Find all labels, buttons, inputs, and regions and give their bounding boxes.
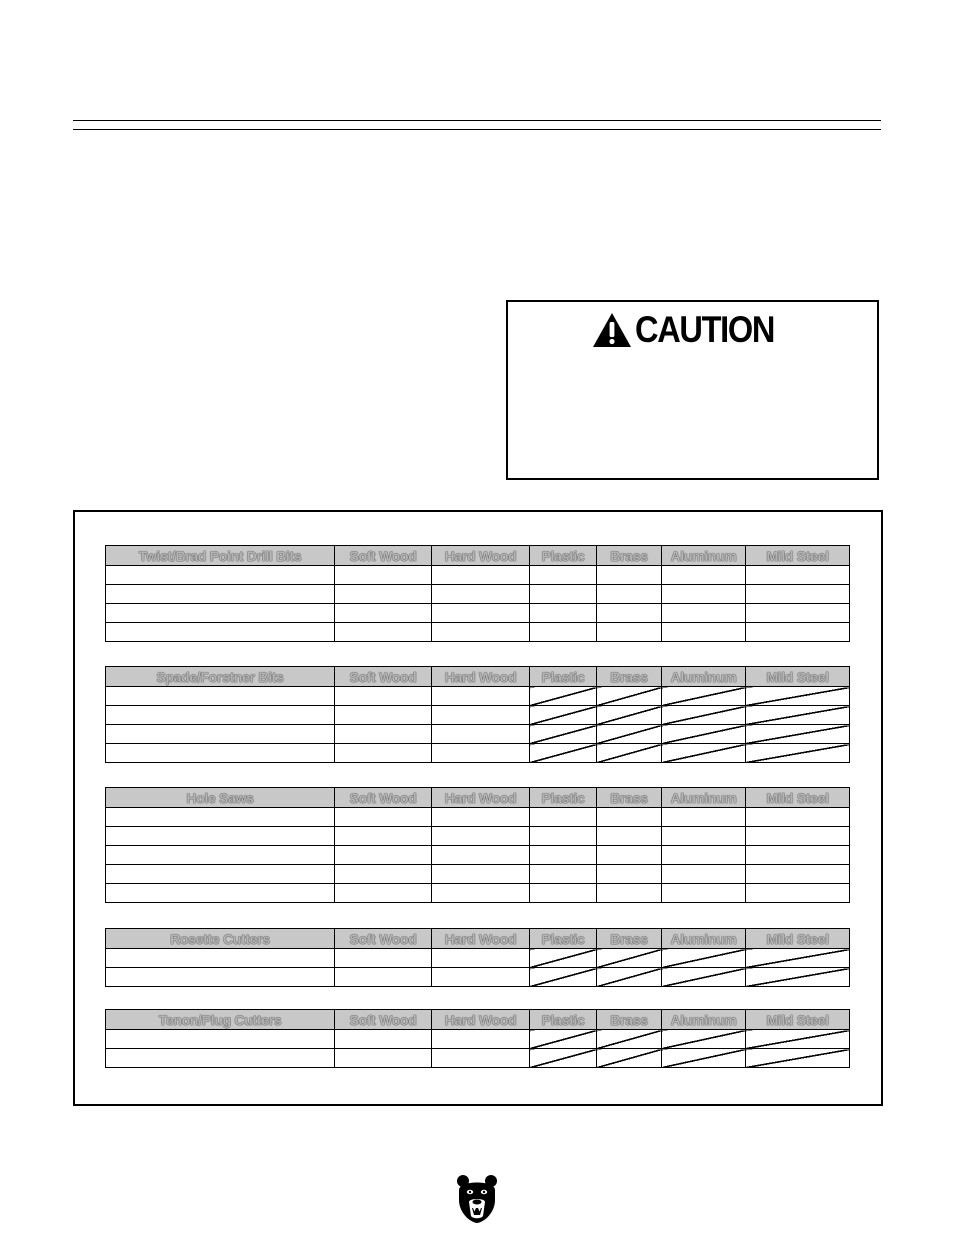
speed-cell <box>662 604 746 623</box>
column-header: Hard Wood <box>432 929 530 949</box>
not-applicable-cell <box>746 687 850 706</box>
speed-cell <box>335 808 432 827</box>
column-header: Plastic <box>530 929 597 949</box>
column-header: Plastic <box>530 667 597 687</box>
not-applicable-cell <box>597 949 662 968</box>
speed-cell <box>335 725 432 744</box>
warning-triangle-icon <box>592 312 632 348</box>
not-applicable-cell <box>746 725 850 744</box>
speed-cell <box>746 808 850 827</box>
column-header: Hard Wood <box>432 546 530 566</box>
row-label-cell <box>106 566 335 585</box>
speed-cell <box>746 566 850 585</box>
speed-table-grid <box>105 1009 850 1068</box>
table-row <box>106 884 850 903</box>
speed-cell <box>662 566 746 585</box>
speed-cell <box>662 827 746 846</box>
speed-cell <box>597 808 662 827</box>
speed-cell <box>335 744 432 763</box>
not-applicable-cell <box>597 744 662 763</box>
speed-cell <box>432 623 530 642</box>
table-row <box>106 566 850 585</box>
speed-cell <box>662 846 746 865</box>
speed-cell <box>530 566 597 585</box>
column-header: Brass <box>597 929 662 949</box>
row-label-cell <box>106 604 335 623</box>
not-applicable-cell <box>662 1030 746 1049</box>
not-applicable-cell <box>746 706 850 725</box>
table-row <box>106 706 850 725</box>
table-row <box>106 604 850 623</box>
speed-cell <box>530 623 597 642</box>
table-title: Twist/Brad Point Drill Bits <box>106 546 335 566</box>
speed-cell <box>432 884 530 903</box>
speed-cell <box>335 604 432 623</box>
speed-cell <box>597 865 662 884</box>
table-header-row <box>106 667 850 687</box>
speed-cell <box>662 865 746 884</box>
speed-cell <box>335 1030 432 1049</box>
speed-cell <box>597 585 662 604</box>
speed-cell <box>597 846 662 865</box>
speed-cell <box>597 604 662 623</box>
speed-table-3 <box>105 928 850 987</box>
speed-cell <box>662 585 746 604</box>
speed-cell <box>335 706 432 725</box>
not-applicable-cell <box>597 1030 662 1049</box>
not-applicable-cell <box>530 1030 597 1049</box>
column-header: Aluminum <box>662 788 746 808</box>
speed-cell <box>530 884 597 903</box>
speed-cell <box>662 884 746 903</box>
speed-table-grid <box>105 928 850 987</box>
column-header: Soft Wood <box>335 929 432 949</box>
header-rule-bottom <box>73 129 881 130</box>
speed-table-2 <box>105 787 850 903</box>
column-header: Soft Wood <box>335 1010 432 1030</box>
caution-header <box>508 308 877 352</box>
row-label-cell <box>106 725 335 744</box>
column-header: Hard Wood <box>432 788 530 808</box>
column-header: Brass <box>597 1010 662 1030</box>
column-header: Plastic <box>530 1010 597 1030</box>
not-applicable-cell <box>746 744 850 763</box>
speed-cell <box>335 968 432 987</box>
not-applicable-cell <box>530 968 597 987</box>
row-label-cell <box>106 744 335 763</box>
not-applicable-cell <box>662 968 746 987</box>
speed-cell <box>432 1030 530 1049</box>
speed-cell <box>335 585 432 604</box>
table-row <box>106 949 850 968</box>
speed-cell <box>530 585 597 604</box>
table-header-row <box>106 546 850 566</box>
column-header: Plastic <box>530 546 597 566</box>
speed-cell <box>746 884 850 903</box>
row-label-cell <box>106 949 335 968</box>
speed-cell <box>662 808 746 827</box>
table-header-row <box>106 1010 850 1030</box>
table-title: Tenon/Plug Cutters <box>106 1010 335 1030</box>
table-header-row <box>106 788 850 808</box>
speed-cell <box>662 623 746 642</box>
not-applicable-cell <box>530 706 597 725</box>
column-header: Brass <box>597 546 662 566</box>
not-applicable-cell <box>662 706 746 725</box>
not-applicable-cell <box>530 725 597 744</box>
row-label-cell <box>106 884 335 903</box>
row-label-cell <box>106 1030 335 1049</box>
not-applicable-cell <box>746 968 850 987</box>
speed-table-1 <box>105 666 850 763</box>
table-row <box>106 687 850 706</box>
speed-cell <box>530 865 597 884</box>
not-applicable-cell <box>530 949 597 968</box>
speed-cell <box>530 808 597 827</box>
speed-chart-frame <box>73 510 883 1106</box>
row-label-cell <box>106 808 335 827</box>
speed-cell <box>746 623 850 642</box>
column-header: Aluminum <box>662 929 746 949</box>
not-applicable-cell <box>662 687 746 706</box>
row-label-cell <box>106 623 335 642</box>
not-applicable-cell <box>530 744 597 763</box>
speed-cell <box>746 604 850 623</box>
not-applicable-cell <box>662 744 746 763</box>
column-header: Mild Steel <box>746 788 850 808</box>
speed-cell <box>530 827 597 846</box>
column-header: Soft Wood <box>335 546 432 566</box>
column-header: Mild Steel <box>746 667 850 687</box>
speed-cell <box>432 604 530 623</box>
column-header: Hard Wood <box>432 1010 530 1030</box>
row-label-cell <box>106 968 335 987</box>
speed-cell <box>746 865 850 884</box>
speed-cell <box>432 808 530 827</box>
row-label-cell <box>106 585 335 604</box>
table-header-row <box>106 929 850 949</box>
table-row <box>106 725 850 744</box>
speed-cell <box>597 623 662 642</box>
row-label-cell <box>106 1049 335 1068</box>
row-label-cell <box>106 865 335 884</box>
column-header: Soft Wood <box>335 788 432 808</box>
not-applicable-cell <box>746 949 850 968</box>
column-header: Hard Wood <box>432 667 530 687</box>
table-title: Hole Saws <box>106 788 335 808</box>
speed-table-grid <box>105 666 850 763</box>
not-applicable-cell <box>530 1049 597 1068</box>
column-header: Mild Steel <box>746 1010 850 1030</box>
table-row <box>106 744 850 763</box>
speed-cell <box>335 687 432 706</box>
caution-title: CAUTION <box>634 309 775 350</box>
column-header: Aluminum <box>662 546 746 566</box>
table-row <box>106 1030 850 1049</box>
speed-cell <box>746 827 850 846</box>
speed-cell <box>597 566 662 585</box>
speed-cell <box>432 706 530 725</box>
table-row <box>106 827 850 846</box>
table-row <box>106 865 850 884</box>
speed-table-4 <box>105 1009 850 1068</box>
table-row <box>106 808 850 827</box>
speed-cell <box>746 585 850 604</box>
speed-cell <box>335 846 432 865</box>
speed-cell <box>335 827 432 846</box>
speed-cell <box>432 725 530 744</box>
bear-head-logo <box>455 1172 499 1224</box>
not-applicable-cell <box>597 725 662 744</box>
row-label-cell <box>106 827 335 846</box>
speed-cell <box>335 949 432 968</box>
table-row <box>106 968 850 987</box>
speed-table-grid <box>105 545 850 642</box>
speed-cell <box>597 884 662 903</box>
not-applicable-cell <box>597 687 662 706</box>
column-header: Aluminum <box>662 667 746 687</box>
speed-cell <box>432 846 530 865</box>
speed-cell <box>335 884 432 903</box>
not-applicable-cell <box>746 1030 850 1049</box>
speed-cell <box>530 604 597 623</box>
speed-cell <box>746 846 850 865</box>
speed-cell <box>432 865 530 884</box>
table-title: Spade/Forstner Bits <box>106 667 335 687</box>
speed-cell <box>335 1049 432 1068</box>
not-applicable-cell <box>597 968 662 987</box>
table-title: Rosette Cutters <box>106 929 335 949</box>
speed-cell <box>432 949 530 968</box>
caution-box <box>506 300 879 480</box>
column-header: Mild Steel <box>746 546 850 566</box>
column-header: Brass <box>597 788 662 808</box>
not-applicable-cell <box>662 949 746 968</box>
speed-cell <box>335 865 432 884</box>
not-applicable-cell <box>662 1049 746 1068</box>
column-header: Soft Wood <box>335 667 432 687</box>
column-header: Plastic <box>530 788 597 808</box>
column-header: Brass <box>597 667 662 687</box>
row-label-cell <box>106 706 335 725</box>
speed-cell <box>432 744 530 763</box>
row-label-cell <box>106 687 335 706</box>
speed-cell <box>597 827 662 846</box>
speed-cell <box>432 827 530 846</box>
speed-cell <box>432 566 530 585</box>
speed-table-0 <box>105 545 850 642</box>
row-label-cell <box>106 846 335 865</box>
not-applicable-cell <box>597 706 662 725</box>
table-row <box>106 1049 850 1068</box>
table-row <box>106 846 850 865</box>
column-header: Mild Steel <box>746 929 850 949</box>
not-applicable-cell <box>597 1049 662 1068</box>
header-rule-top <box>73 120 881 121</box>
table-row <box>106 585 850 604</box>
speed-cell <box>432 687 530 706</box>
column-header: Aluminum <box>662 1010 746 1030</box>
table-row <box>106 623 850 642</box>
speed-cell <box>432 1049 530 1068</box>
speed-cell <box>530 846 597 865</box>
speed-cell <box>432 968 530 987</box>
not-applicable-cell <box>662 725 746 744</box>
not-applicable-cell <box>530 687 597 706</box>
speed-cell <box>335 623 432 642</box>
speed-cell <box>335 566 432 585</box>
not-applicable-cell <box>746 1049 850 1068</box>
speed-cell <box>432 585 530 604</box>
speed-table-grid <box>105 787 850 903</box>
